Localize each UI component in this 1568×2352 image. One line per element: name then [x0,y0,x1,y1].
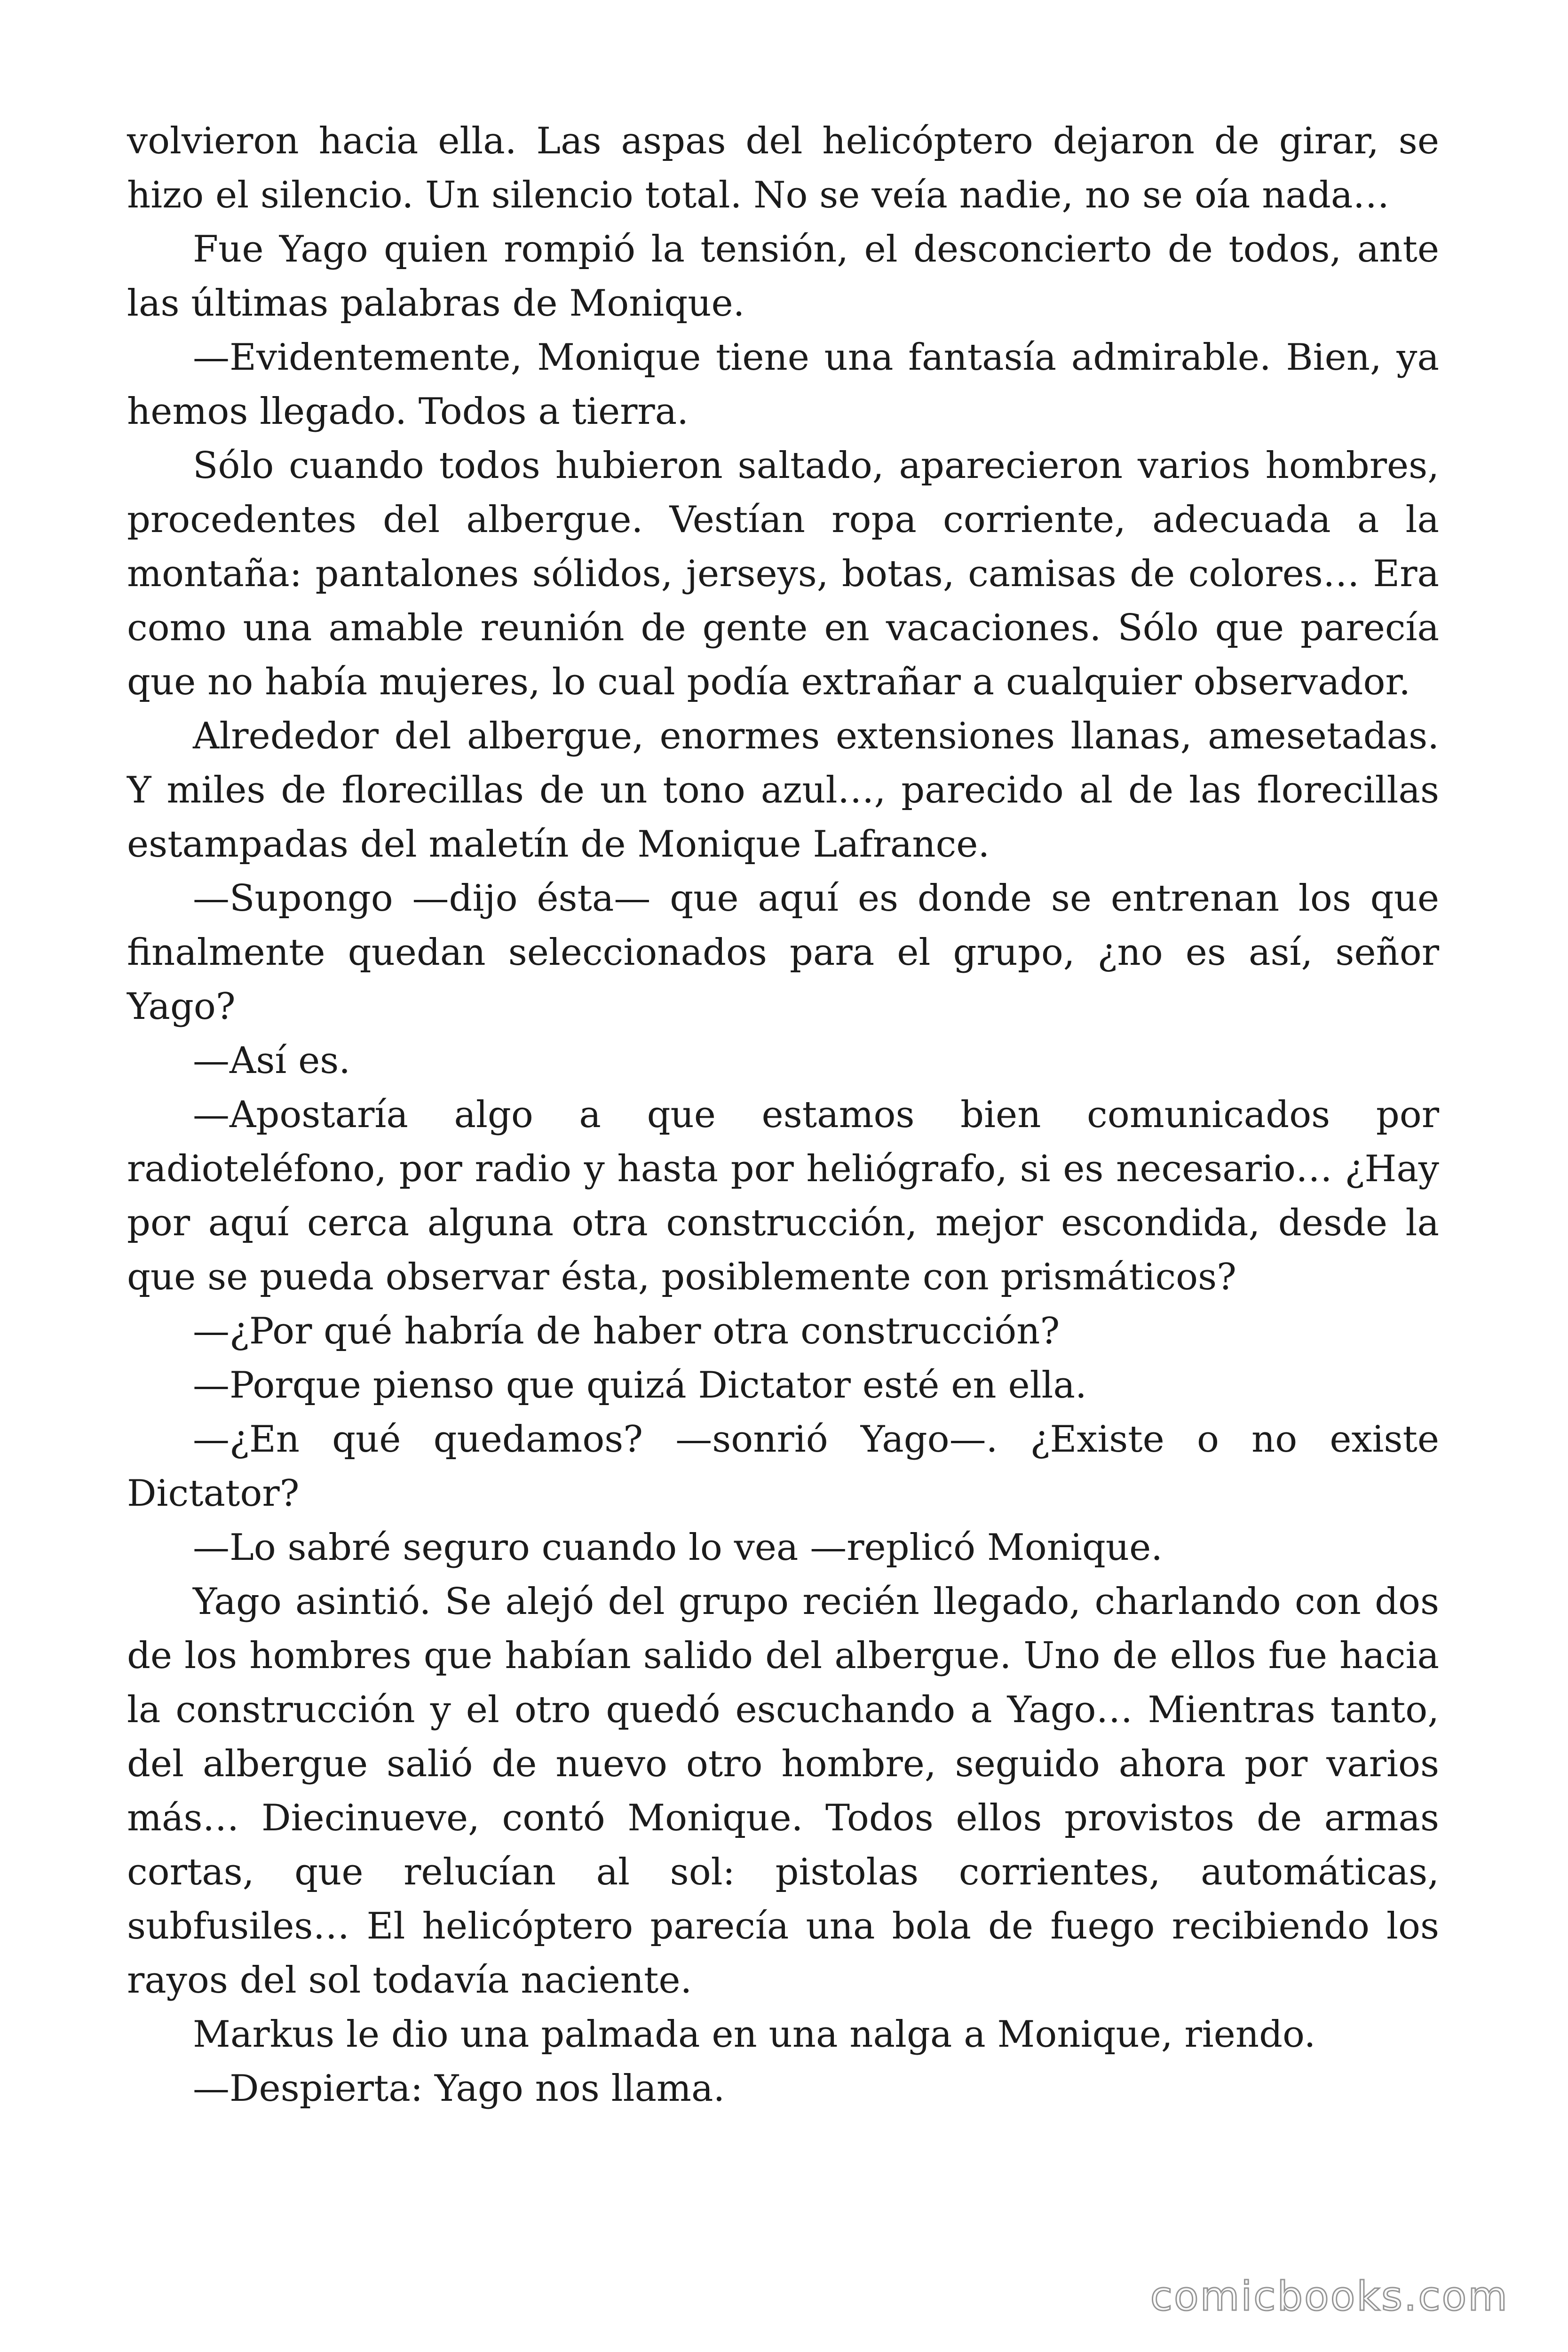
paragraph: Sólo cuando todos hubieron saltado, aparecieron varios hombres, procedentes del albergue. Vestían ropa corriente, adecuada a la montaña: pantalones sólidos, jerseys, botas, camisas de colores… Era como una amable reunión de gente en vacaciones. Sólo que parecía que no había mujeres, lo cual podía extrañar a cualquier observador. [127,445,1439,703]
watermark: comicbooks.com [1150,2273,1509,2320]
paragraph: volvieron hacia ella. Las aspas del helicóptero dejaron de girar, se hizo el silencio. Un silencio total. No se veía nadie, no se oía nada… [127,120,1439,216]
paragraph: Alrededor del albergue, enormes extensiones llanas, amesetadas. Y miles de florecillas de un tono azul…, parecido al de las florecillas estampadas del maletín de Monique Lafrance. [127,715,1439,866]
paragraph: —Despierta: Yago nos llama. [193,2067,725,2110]
paragraph: Fue Yago quien rompió la tensión, el desconcierto de todos, ante las últimas palabras de Monique. [127,228,1439,325]
paragraph: —¿En qué quedamos? —sonrió Yago—. ¿Existe o no existe Dictator? [127,1418,1439,1515]
paragraph: —Porque pienso que quizá Dictator esté en ella. [193,1364,1087,1406]
page-body [127,114,1439,2116]
paragraph: Yago asintió. Se alejó del grupo recién llegado, charlando con dos de los hombres que habían salido del albergue. Uno de ellos fue hacia la construcción y el otro quedó escuchando a Yago… Mientras tanto, del albergue salió de nuevo otro hombre, seguido ahora por varios más… Diecinueve, contó Monique. Todos ellos provistos de armas cortas, que relucían al sol: pistolas corrientes, automáticas, subfusiles… El helicóptero parecía una bola de fuego recibiendo los rayos del sol todavía naciente. [127,1581,1439,2002]
paragraph: —Evidentemente, Monique tiene una fantasía admirable. Bien, ya hemos llegado. Todos a tierra. [127,336,1439,433]
paragraph: —Apostaría algo a que estamos bien comunicados por radioteléfono, por radio y hasta por heliógrafo, si es necesario… ¿Hay por aquí cerca alguna otra construcción, mejor escondida, desde la que se pueda observar ésta, posiblemente con prismáticos? [127,1094,1439,1298]
paragraph: —Lo sabré seguro cuando lo vea —replicó Monique. [193,1526,1163,1569]
paragraph: —Supongo —dijo ésta— que aquí es donde se entrenan los que finalmente quedan seleccionados para el grupo, ¿no es así, señor Yago? [127,877,1439,1028]
paragraph: Markus le dio una palmada en una nalga a Monique, riendo. [193,2013,1316,2056]
paragraph: —¿Por qué habría de haber otra construcción? [193,1310,1060,1352]
paragraph: —Así es. [193,1040,351,1082]
